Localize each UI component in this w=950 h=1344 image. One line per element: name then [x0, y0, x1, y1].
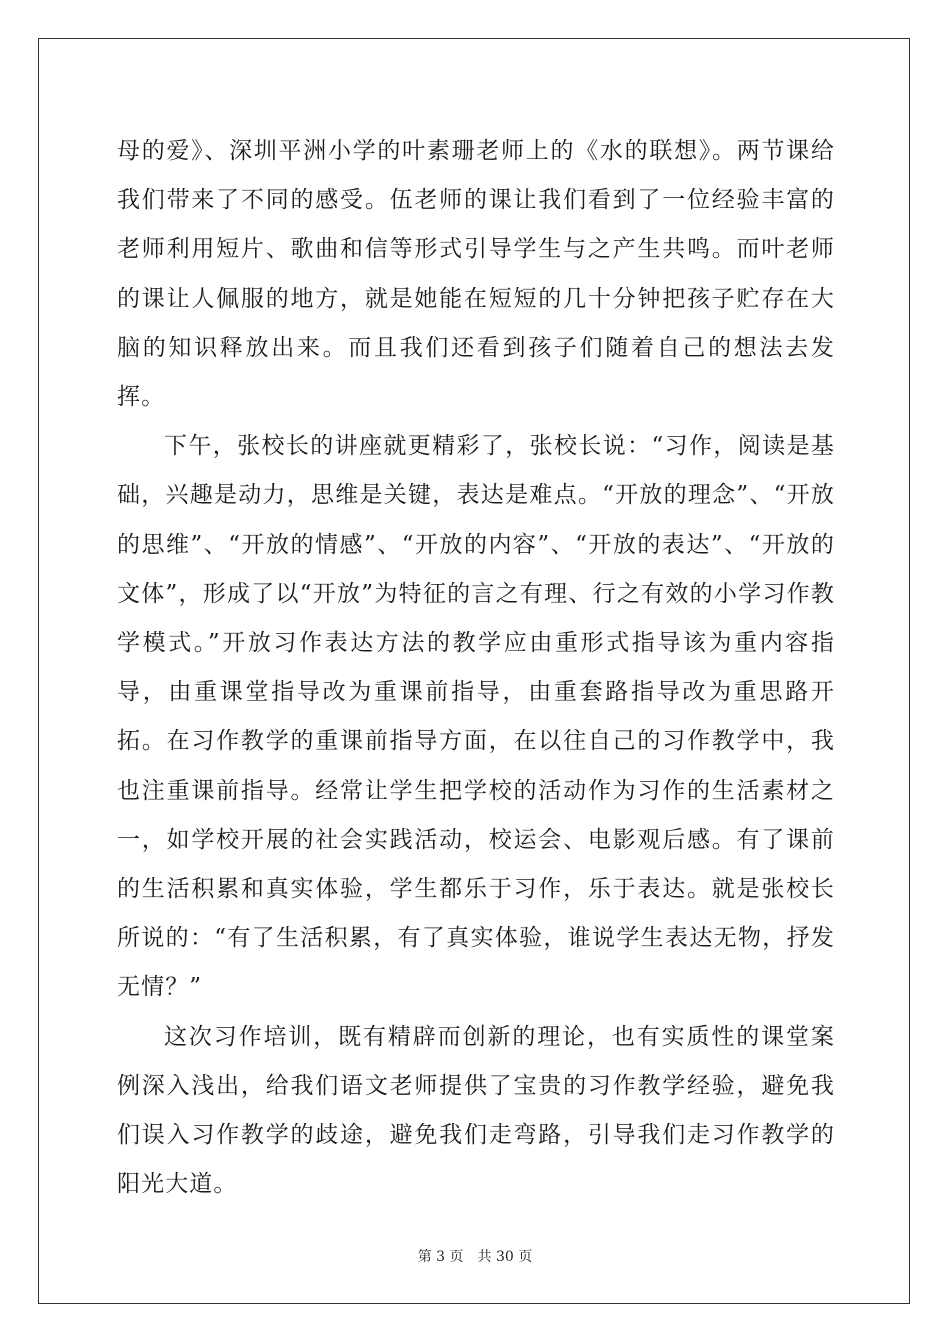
- document-body: [117, 127, 835, 1209]
- paragraph-2: 下午，张校长的讲座就更精彩了，张校长说：“习作，阅读是基础，兴趣是动力，思维是关键，表达是难点。“开放的理念”、“开放的思维”、“开放的情感”、“开放的内容”、“开放的表达”、“开放的文体”，形成了以“开放”为特征的言之有理、行之有效的小学习作教学模式。”开放习作表达方法的教学应由重形式指导该为重内容指导，由重课堂指导改为重课前指导，由重套路指导改为重思路开拓。在习作教学的重课前指导方面，在以往自己的习作教学中，我也注重课前指导。经常让学生把学校的活动作为习作的生活素材之一，如学校开展的社会实践活动，校运会、电影观后感。有了课前的生活积累和真实体验，学生都乐于习作，乐于表达。就是张校长所说的：“有了生活积累，有了真实体验，谁说学生表达无物，抒发无情？”: [117, 433, 835, 1001]
- total-pages: 共 30 页: [477, 1249, 533, 1265]
- page-footer: [0, 1246, 950, 1266]
- paragraph-3: 这次习作培训，既有精辟而创新的理论，也有实质性的课堂案例深入浅出，给我们语文老师提供了宝贵的习作教学经验，避免我们误入习作教学的歧途，避免我们走弯路，引导我们走习作教学的阳光大道。: [117, 1023, 835, 1198]
- paragraph-1: 母的爱》、深圳平洲小学的叶素珊老师上的《水的联想》。两节课给我们带来了不同的感受。伍老师的课让我们看到了一位经验丰富的老师利用短片、歌曲和信等形式引导学生与之产生共鸣。而叶老师的课让人佩服的地方，就是她能在短短的几十分钟把孩子贮存在大脑的知识释放出来。而且我们还看到孩子们随着自己的想法去发挥。: [117, 138, 835, 411]
- page-number: 第 3 页: [417, 1249, 464, 1265]
